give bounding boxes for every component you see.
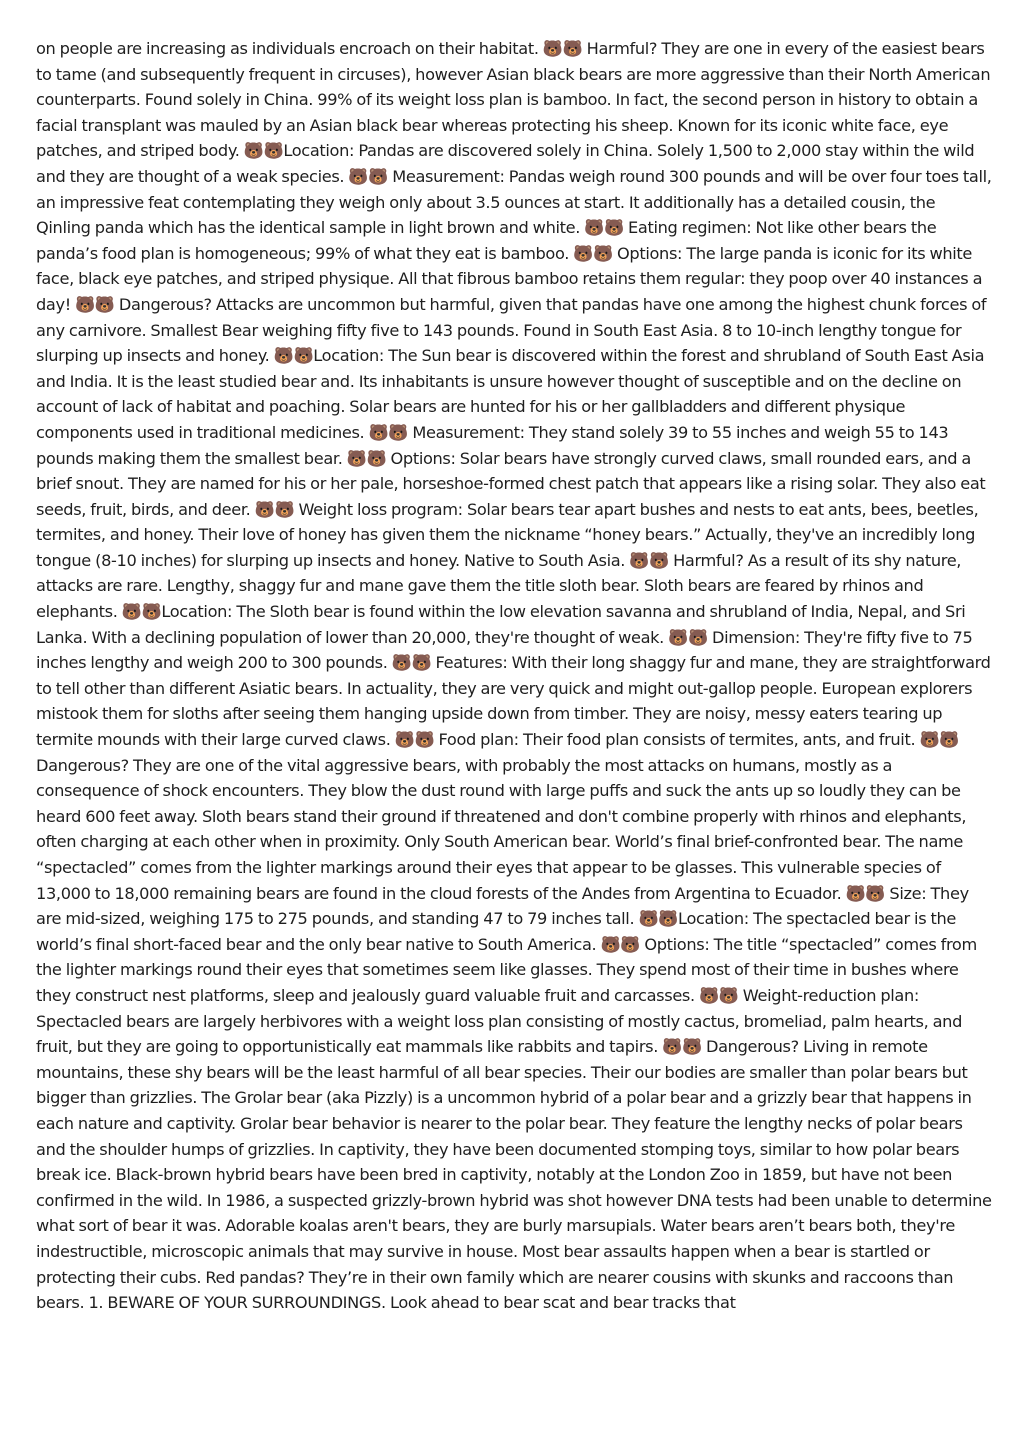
body-paragraph: on people are increasing as individuals encroach on their habitat. 🐻🐻 Harmful? They are one in every of the easiest bears to tame (and subsequently frequent in circuses), however Asian black bears are more aggressive than their North American counterparts. Found solely in China. 99% of its weight loss plan is bamboo. In fact, the second person in history to obtain a facial transplant was mauled by an Asian black bear whereas protecting his sheep. Known for its iconic white face, eye patches, and striped body. 🐻🐻Location: Pandas are discovered solely in China. Solely 1,500 to 2,000 stay within the wild and they are thought of a weak species. 🐻🐻 Measurement: Pandas weigh round 300 pounds and will be over four toes tall, an impressive feat contemplating they weigh only about 3.5 ounces at start. It additionally has a detailed cousin, the Qinling panda which has the identical sample in light brown and white. 🐻🐻 Eating regimen: Not like other bears the panda’s food plan is homogeneous; 99% of what they eat is bamboo. 🐻🐻 Options: The large panda is iconic for its white face, black eye patches, and striped physique. All that fibrous bamboo retains them regular: they poop over 40 instances a day! 🐻🐻 Dangerous? Attacks are uncommon but harmful, given that pandas have one among the highest chunk forces of any carnivore. Smallest Bear weighing fifty five to 143 pounds. Found in South East Asia. 8 to 10-inch lengthy tongue for slurping up insects and honey. 🐻🐻Location: The Sun bear is discovered within the forest and shrubland of South East Asia and India. It is the least studied bear and. Its inhabitants is unsure however thought of susceptible and on the decline on account of lack of habitat and poaching. Solar bears are hunted for his or her gallbladders and different physique components used in traditional medicines. 🐻🐻 Measurement: They stand solely 39 to 55 inches and weigh 55 to 143 pounds making them the smallest bear. 🐻🐻 Options: Solar bears have strongly curved claws, small rounded ears, and a brief snout. They are named for his or her pale, horseshoe-formed chest patch that appears like a rising solar. They also eat seeds, fruit, birds, and deer. 🐻🐻 Weight loss program: Solar bears tear apart bushes and nests to eat ants, bees, beetles, termites, and honey. Their love of honey has given them the nickname “honey bears.” Actually, they've an incredibly long tongue (8-10 inches) for slurping up insects and honey. Native to South Asia. 🐻🐻 Harmful? As a result of its shy nature, attacks are rare. Lengthy, shaggy fur and mane gave them the title sloth bear. Sloth bears are feared by rhinos and elephants. 🐻🐻Location: The Sloth bear is found within the low elevation savanna and shrubland of India, Nepal, and Sri Lanka. With a declining population of lower than 20,000, they're thought of weak. 🐻🐻 Dimension: They're fifty five to 75 inches lengthy and weigh 200 to 300 pounds. 🐻🐻 Features: With their long shaggy fur and mane, they are straightforward to tell other than different Asiatic bears. In actuality, they are very quick and might out-gallop people. European explorers mistook them for sloths after seeing them hanging upside down from timber. They are noisy, messy eaters tearing up termite mounds with their large curved claws. 🐻🐻 Food plan: Their food plan consists of termites, ants, and fruit. 🐻🐻 Dangerous? They are one of the vital aggressive bears, with probably the most attacks on humans, mostly as a consequence of shock encounters. They blow the dust round with large puffs and suck the ants up so loudly they can be heard 600 feet away. Sloth bears stand their ground if threatened and don't combine properly with rhinos and elephants, often charging at each other when in proximity. Only South American bear. World’s final brief-confronted bear. The name “spectacled” comes from the lighter markings around their eyes that appear to be glasses. This vulnerable species of 13,000 to 18,000 remaining bears are found in the cloud forests of the Andes from Argentina to Ecuador. 🐻🐻 Size: They are mid-sized, weighing 175 to 275 pounds, and standing 47 to 79 inches tall. 🐻🐻Location: The spectacled bear is the world’s final short-faced bear and the only bear native to South America. 🐻🐻 Options: The title “spectacled” comes from the lighter markings round their eyes that sometimes seem like glasses. They spend most of their time in bushes where they construct nest platforms, sleep and jealously guard valuable fruit and carcasses. 🐻🐻 Weight-reduction plan: Spectacled bears are largely herbivores with a weight loss plan consisting of mostly cactus, bromeliad, palm hearts, and fruit, but they are going to opportunistically eat mammals like rabbits and tapirs. 🐻🐻 Dangerous? Living in remote mountains, these shy bears will be the least harmful of all bear species. Their our bodies are smaller than polar bears but bigger than grizzlies. The Grolar bear (aka Pizzly) is a uncommon hybrid of a polar bear and a grizzly bear that happens in each nature and captivity. Grolar bear behavior is nearer to the polar bear. They feature the lengthy necks of polar bears and the shoulder humps of grizzlies. In captivity, they have been documented stomping toys, similar to how polar bears break ice. Black-brown hybrid bears have been bred in captivity, notably at the London Zoo in 1859, but have not been confirmed in the wild. In 1986, a suspected grizzly-brown hybrid was shot however DNA tests had been unable to determine what sort of bear it was. Adorable koalas aren't bears, they are burly marsupials. Water bears aren’t bears both, they're indestructible, microscopic animals that may survive in house. Most bear assaults happen when a bear is startled or protecting their cubs. Red pandas? They’re in their own family which are nearer cousins with skunks and raccoons than bears. 1. BEWARE OF YOUR SURROUNDINGS. Look ahead to bear scat and bear tracks that: [36, 39, 992, 1313]
document-page: [36, 36, 992, 1436]
